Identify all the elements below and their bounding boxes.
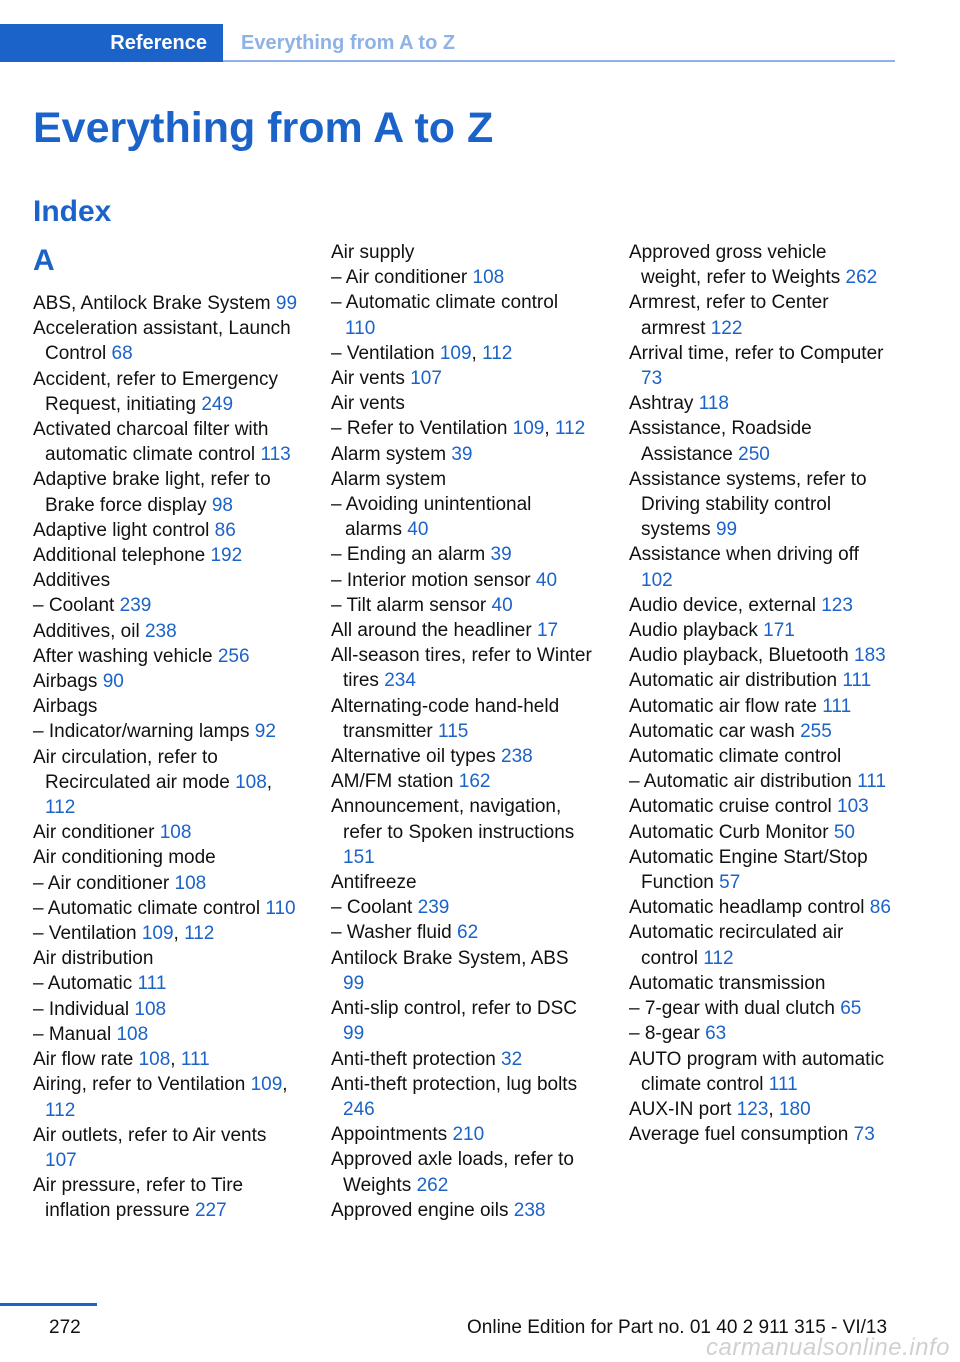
index-entry bbox=[33, 694, 298, 719]
page-reference-link[interactable]: 239 bbox=[417, 897, 450, 919]
index-entry: Airing, refer to Ventilation 109, 112 bbox=[33, 1074, 288, 1121]
page-reference-link[interactable]: 111 bbox=[857, 771, 887, 793]
page-reference-link[interactable]: 40 bbox=[407, 519, 429, 541]
page-reference-link[interactable]: 250 bbox=[738, 443, 770, 465]
page-reference-link[interactable]: 99 bbox=[715, 519, 738, 541]
entry-text: Adaptive light control bbox=[33, 519, 210, 541]
index-entry bbox=[331, 694, 593, 744]
entry-text: – Individual bbox=[33, 998, 130, 1020]
entry-text: Adaptive brake light, refer to Brake force display bbox=[33, 469, 271, 516]
index-subentry bbox=[33, 719, 298, 744]
index-entry bbox=[331, 467, 593, 492]
index-entry bbox=[629, 1047, 891, 1097]
index-subentry: – Ventilation 109, 112 bbox=[331, 342, 513, 364]
page-reference-link[interactable]: 98 bbox=[211, 494, 233, 516]
index-subentry bbox=[629, 996, 891, 1021]
entry-text: Air flow rate bbox=[33, 1049, 134, 1071]
index-subentry bbox=[331, 492, 593, 542]
entry-text: Automatic recirculated air control bbox=[629, 922, 844, 969]
entry-text: Air supply bbox=[331, 242, 415, 263]
entry-text: – Air conditioner bbox=[331, 267, 468, 289]
page-reference-link[interactable]: 238 bbox=[501, 746, 533, 768]
index-entry bbox=[331, 442, 593, 467]
page-reference-link[interactable]: 86 bbox=[869, 897, 891, 919]
entry-text: Automatic air distribution bbox=[629, 670, 838, 692]
entry-text: Anti-theft protection, lug bolts bbox=[331, 1073, 578, 1095]
page-reference-link[interactable]: 112 bbox=[703, 947, 734, 969]
index-entry bbox=[629, 593, 891, 618]
page-reference-link[interactable]: 210 bbox=[452, 1124, 485, 1146]
index-title: Index bbox=[33, 195, 112, 228]
entry-text: – Indicator/warning lamps bbox=[33, 721, 250, 743]
index-entry bbox=[331, 1072, 593, 1122]
entry-text: Activated charcoal filter with automatic climate control bbox=[33, 419, 269, 466]
index-subentry bbox=[331, 593, 593, 618]
index-entry bbox=[331, 643, 593, 693]
index-subentry bbox=[33, 593, 298, 618]
entry-text: Air pressure, refer to Tire inflation pressure bbox=[33, 1175, 244, 1222]
entry-text: – Coolant bbox=[331, 897, 413, 919]
entry-text: Air distribution bbox=[33, 948, 154, 970]
header-bar bbox=[0, 24, 895, 62]
entry-text: Additional telephone bbox=[33, 545, 206, 567]
entry-text: Accident, refer to Emergency Request, initiating bbox=[33, 368, 278, 415]
page-reference-link[interactable]: 62 bbox=[457, 922, 479, 944]
entry-text: – 7-gear with dual clutch bbox=[629, 998, 835, 1020]
page-number: 272 bbox=[49, 1317, 81, 1338]
page-reference-link[interactable]: 63 bbox=[705, 1023, 727, 1045]
entry-text: – Automatic climate control bbox=[33, 897, 261, 919]
entry-text: All around the headliner bbox=[331, 620, 532, 642]
page-reference-link[interactable]: 39 bbox=[490, 544, 512, 566]
page-reference-link[interactable]: 112 bbox=[482, 342, 513, 364]
index-entry bbox=[331, 1147, 593, 1197]
entry-text: – Interior motion sensor bbox=[331, 569, 531, 591]
page-reference-link[interactable]: 108 bbox=[174, 872, 207, 894]
index-entry bbox=[331, 870, 593, 895]
entry-text: Announcement, navigation, refer to Spoken instructions bbox=[331, 796, 575, 843]
entry-text: Assistance systems, refer to Driving stability control systems bbox=[629, 468, 867, 541]
index-entry bbox=[33, 417, 298, 467]
index-entry bbox=[33, 1173, 298, 1223]
page-reference-link[interactable]: 122 bbox=[710, 317, 743, 339]
index-subentry bbox=[33, 896, 298, 921]
entry-text: Automatic cruise control bbox=[629, 796, 832, 818]
entry-text: Automatic headlamp control bbox=[629, 897, 865, 919]
entry-text: Airing, refer to Ventilation bbox=[33, 1074, 246, 1096]
entry-text: Alarm system bbox=[331, 443, 447, 465]
page-reference-link[interactable]: 40 bbox=[491, 594, 513, 616]
index-entry bbox=[629, 341, 891, 391]
page-reference-link[interactable]: 109 bbox=[512, 418, 545, 440]
page-reference-link[interactable]: 112 bbox=[184, 923, 215, 945]
entry-text: Automatic air flow rate bbox=[629, 695, 817, 717]
entry-text: – Automatic climate control bbox=[331, 292, 559, 314]
entry-text: – Avoiding unintentional alarms bbox=[331, 494, 532, 541]
entry-text: ABS, Antilock Brake System bbox=[33, 293, 271, 314]
index-entry bbox=[33, 291, 298, 316]
page-title: Everything from A to Z bbox=[33, 104, 494, 152]
index-subentry: – Ventilation 109, 112 bbox=[33, 923, 215, 945]
entry-text: Automatic transmission bbox=[629, 972, 826, 994]
entry-text: Arrival time, refer to Computer bbox=[629, 342, 884, 364]
index-entry bbox=[331, 1047, 593, 1072]
entry-text: Assistance when driving off bbox=[629, 544, 859, 566]
entry-text: – 8-gear bbox=[629, 1023, 700, 1045]
entry-text: – Coolant bbox=[33, 595, 115, 617]
page-reference-link[interactable]: 65 bbox=[840, 998, 862, 1020]
page-reference-link[interactable]: 111 bbox=[180, 1049, 210, 1071]
index-subentry bbox=[629, 769, 891, 794]
index-subentry bbox=[331, 265, 593, 290]
page-reference-link[interactable]: 123 bbox=[736, 1098, 769, 1120]
entry-text: Automatic Engine Start/Stop Function bbox=[629, 846, 868, 894]
page-reference-link[interactable]: 239 bbox=[119, 595, 152, 617]
index-subentry bbox=[33, 997, 298, 1022]
edition-note: Online Edition for Part no. 01 40 2 911 315 - VI/13 bbox=[467, 1317, 888, 1338]
index-entry bbox=[629, 1122, 891, 1147]
index-entry bbox=[629, 971, 891, 996]
index-entry bbox=[331, 391, 593, 416]
index-subentry bbox=[331, 542, 593, 567]
entry-text: – Tilt alarm sensor bbox=[331, 594, 487, 616]
page-reference-link[interactable]: 238 bbox=[513, 1199, 546, 1221]
index-entry bbox=[33, 619, 298, 644]
index-entry bbox=[629, 542, 891, 592]
page-reference-link[interactable]: 109 bbox=[439, 342, 472, 364]
page-reference-link[interactable]: 183 bbox=[854, 645, 886, 667]
page-reference-link[interactable]: 108 bbox=[116, 1023, 149, 1045]
page-reference-link[interactable]: 107 bbox=[410, 368, 442, 390]
index-entry: Air flow rate 108, 111 bbox=[33, 1049, 210, 1071]
header-rule bbox=[223, 60, 895, 62]
entry-text: – Automatic air distribution bbox=[629, 771, 852, 793]
index-entry bbox=[331, 794, 593, 870]
entry-text: Ashtray bbox=[629, 393, 694, 415]
entry-text: Air conditioning mode bbox=[33, 847, 216, 869]
entry-text: Audio playback, Bluetooth bbox=[629, 645, 849, 667]
page-reference-link[interactable]: 109 bbox=[250, 1074, 283, 1096]
entry-text: Appointments bbox=[331, 1124, 448, 1146]
index-entry bbox=[629, 290, 891, 340]
footer-rule bbox=[0, 1303, 97, 1306]
entry-text: Antifreeze bbox=[331, 872, 417, 894]
index-subentry: – Refer to Ventilation 109, 112 bbox=[331, 418, 586, 440]
page-reference-link[interactable]: 99 bbox=[343, 972, 365, 994]
entry-text: AUTO program with automatic climate control bbox=[629, 1048, 885, 1095]
page-reference-link[interactable]: 99 bbox=[343, 1023, 365, 1045]
entry-text: Anti-theft protection bbox=[331, 1048, 496, 1070]
page-reference-link[interactable]: 102 bbox=[641, 569, 673, 591]
index-entry: AUX-IN port 123, 180 bbox=[629, 1098, 811, 1120]
entry-text: – Washer fluid bbox=[331, 922, 452, 944]
index-subentry bbox=[33, 1022, 298, 1047]
index-entry: Air circulation, refer to Recirculated air mode 108, 112 bbox=[33, 746, 273, 819]
index-entry bbox=[331, 744, 593, 769]
index-entry bbox=[331, 1122, 593, 1147]
page-reference-link[interactable]: 262 bbox=[416, 1174, 449, 1196]
page-reference-link[interactable]: 112 bbox=[45, 1099, 76, 1121]
header-tab-reference: Reference bbox=[0, 24, 223, 62]
entry-text: – Manual bbox=[33, 1023, 112, 1045]
page-reference-link[interactable]: 107 bbox=[45, 1149, 77, 1171]
page-reference-link[interactable]: 39 bbox=[451, 443, 473, 465]
entry-text: Air vents bbox=[331, 393, 405, 415]
page-reference-link[interactable]: 108 bbox=[138, 1049, 171, 1071]
index-entry bbox=[331, 996, 593, 1046]
page-reference-link[interactable]: 50 bbox=[833, 821, 855, 843]
page-reference-link[interactable]: 108 bbox=[235, 771, 267, 793]
entry-text: Air vents bbox=[331, 368, 405, 390]
page-reference-link[interactable]: 111 bbox=[137, 973, 167, 995]
index-column-2 bbox=[331, 240, 593, 1223]
index-subentry bbox=[331, 920, 593, 945]
entry-text: – Automatic bbox=[33, 973, 133, 995]
entry-text: Alarm system bbox=[331, 468, 447, 490]
entry-text: – Ventilation bbox=[331, 342, 435, 364]
page-reference-link[interactable]: 227 bbox=[194, 1200, 227, 1222]
entry-text: Airbags bbox=[33, 671, 98, 693]
entry-text: Assistance, Roadside Assistance bbox=[629, 418, 812, 465]
index-subentry bbox=[331, 290, 593, 340]
page-reference-link[interactable]: 111 bbox=[842, 670, 872, 692]
page-reference-link[interactable]: 99 bbox=[275, 293, 298, 314]
entry-text: Automatic Curb Monitor bbox=[629, 821, 829, 843]
entry-text: Additives bbox=[33, 570, 111, 592]
page-reference-link[interactable]: 86 bbox=[214, 519, 236, 541]
page-reference-link[interactable]: 108 bbox=[472, 267, 505, 289]
index-entry bbox=[331, 366, 593, 391]
page-reference-link[interactable]: 238 bbox=[144, 620, 177, 642]
page-reference-link[interactable]: 90 bbox=[102, 671, 124, 693]
index-subentry bbox=[33, 871, 298, 896]
entry-text: Antilock Brake System, ABS bbox=[331, 947, 569, 969]
page-reference-link[interactable]: 162 bbox=[458, 771, 491, 793]
entry-text: All-season tires, refer to Winter tires bbox=[331, 645, 592, 692]
index-entry bbox=[629, 618, 891, 643]
entry-text: Approved axle loads, refer to Weights bbox=[331, 1149, 574, 1196]
entry-text: After washing vehicle bbox=[33, 645, 213, 667]
entry-text: Anti-slip control, refer to DSC bbox=[331, 998, 578, 1020]
entry-text: Approved engine oils bbox=[331, 1199, 509, 1221]
entry-text: Armrest, refer to Center armrest bbox=[629, 292, 829, 339]
index-entry bbox=[629, 744, 891, 769]
page-reference-link[interactable]: 110 bbox=[345, 317, 376, 339]
page-reference-link[interactable]: 123 bbox=[821, 594, 853, 616]
page-reference-link[interactable]: 73 bbox=[641, 368, 663, 390]
index-entry bbox=[33, 845, 298, 870]
entry-text: Approved gross vehicle weight, refer to Weights bbox=[629, 242, 841, 289]
index-entry bbox=[331, 1198, 593, 1223]
page-reference-link[interactable]: 40 bbox=[535, 569, 558, 591]
index-entry bbox=[331, 769, 593, 794]
entry-text: Additives, oil bbox=[33, 620, 140, 642]
entry-text: AUX-IN port bbox=[629, 1098, 732, 1120]
page-reference-link[interactable]: 108 bbox=[159, 822, 192, 844]
entry-text: Airbags bbox=[33, 696, 98, 718]
entry-text: Acceleration assistant, Launch Control bbox=[33, 318, 291, 365]
entry-text: Alternating-code hand-held transmitter bbox=[331, 695, 560, 742]
page-reference-link[interactable]: 151 bbox=[343, 846, 375, 868]
entry-text: – Refer to Ventilation bbox=[331, 418, 508, 440]
index-entry bbox=[629, 920, 891, 970]
page-reference-link[interactable]: 32 bbox=[501, 1048, 523, 1070]
index-subentry bbox=[629, 1021, 891, 1046]
index-entry bbox=[331, 240, 593, 265]
entry-text: Automatic climate control bbox=[629, 746, 842, 768]
entry-text: Alternative oil types bbox=[331, 746, 496, 768]
page-reference-link[interactable]: 68 bbox=[111, 343, 133, 365]
index-entry bbox=[33, 568, 298, 593]
entry-text: Air circulation, refer to Recirculated air mode bbox=[33, 746, 230, 793]
page-reference-link[interactable]: 110 bbox=[265, 897, 296, 919]
index-entry bbox=[629, 416, 891, 466]
watermark: carmanualsonline.info bbox=[706, 1334, 950, 1361]
page-reference-link[interactable]: 112 bbox=[45, 797, 76, 819]
index-column-1 bbox=[33, 240, 298, 1224]
index-entry bbox=[629, 240, 891, 290]
entry-text: – Ventilation bbox=[33, 923, 137, 945]
index-entry bbox=[629, 845, 891, 895]
page-reference-link[interactable]: 262 bbox=[845, 267, 878, 289]
page-reference-link[interactable]: 118 bbox=[698, 393, 729, 415]
entry-text: Air outlets, refer to Air vents bbox=[33, 1124, 267, 1146]
index-entry bbox=[33, 316, 298, 366]
entry-text: Air conditioner bbox=[33, 822, 155, 844]
index-entry bbox=[33, 669, 298, 694]
entry-text: Audio device, external bbox=[629, 594, 816, 616]
page-reference-link[interactable]: 103 bbox=[837, 796, 869, 818]
page-reference-link[interactable]: 113 bbox=[260, 444, 291, 466]
index-letter: A bbox=[33, 244, 55, 277]
page-reference-link[interactable]: 111 bbox=[768, 1073, 798, 1095]
index-entry bbox=[33, 518, 298, 543]
index-entry bbox=[33, 644, 298, 669]
index-entry bbox=[331, 946, 593, 996]
index-entry bbox=[629, 668, 891, 693]
page-reference-link[interactable]: 108 bbox=[134, 998, 167, 1020]
index-subentry bbox=[33, 971, 298, 996]
index-subentry bbox=[331, 895, 593, 920]
page-reference-link[interactable]: 111 bbox=[822, 695, 852, 717]
page-reference-link[interactable]: 171 bbox=[763, 620, 795, 642]
index-entry bbox=[629, 643, 891, 668]
index-column-3 bbox=[629, 240, 891, 1147]
entry-text: AM/FM station bbox=[331, 771, 454, 793]
page-reference-link[interactable]: 256 bbox=[217, 645, 250, 667]
entry-text: – Ending an alarm bbox=[331, 544, 486, 566]
page-reference-link[interactable]: 249 bbox=[201, 393, 234, 415]
index-entry bbox=[331, 618, 593, 643]
page-reference-link[interactable]: 180 bbox=[778, 1098, 811, 1120]
index-entry bbox=[629, 719, 891, 744]
page-reference-link[interactable]: 109 bbox=[141, 923, 174, 945]
index-entry bbox=[629, 794, 891, 819]
index-entry bbox=[33, 367, 298, 417]
index-subentry bbox=[331, 568, 593, 593]
page-reference-link[interactable]: 112 bbox=[554, 418, 586, 440]
index-entry bbox=[629, 694, 891, 719]
page-reference-link[interactable]: 255 bbox=[800, 720, 832, 742]
entry-text: Average fuel consumption bbox=[629, 1124, 849, 1146]
index-entry bbox=[33, 543, 298, 568]
index-entry bbox=[629, 820, 891, 845]
index-entry bbox=[629, 895, 891, 920]
header-section-title: Everything from A to Z bbox=[241, 32, 456, 54]
page-reference-link[interactable]: 17 bbox=[536, 620, 559, 642]
entry-text: Audio playback bbox=[629, 620, 758, 642]
index-entry bbox=[33, 946, 298, 971]
index-entry bbox=[33, 820, 298, 845]
page-reference-link[interactable]: 192 bbox=[210, 545, 243, 567]
page-reference-link[interactable]: 57 bbox=[719, 872, 741, 894]
entry-text: Automatic car wash bbox=[629, 720, 795, 742]
page-reference-link[interactable]: 73 bbox=[853, 1124, 875, 1146]
index-entry bbox=[629, 391, 891, 416]
entry-text: – Air conditioner bbox=[33, 872, 170, 894]
page-reference-link[interactable]: 92 bbox=[254, 721, 276, 743]
page-reference-link[interactable]: 234 bbox=[384, 670, 416, 692]
page-reference-link[interactable]: 115 bbox=[438, 720, 469, 742]
index-entry bbox=[33, 467, 298, 517]
index-entry bbox=[33, 1123, 298, 1173]
index-entry bbox=[629, 467, 891, 543]
page-reference-link[interactable]: 246 bbox=[343, 1098, 375, 1120]
